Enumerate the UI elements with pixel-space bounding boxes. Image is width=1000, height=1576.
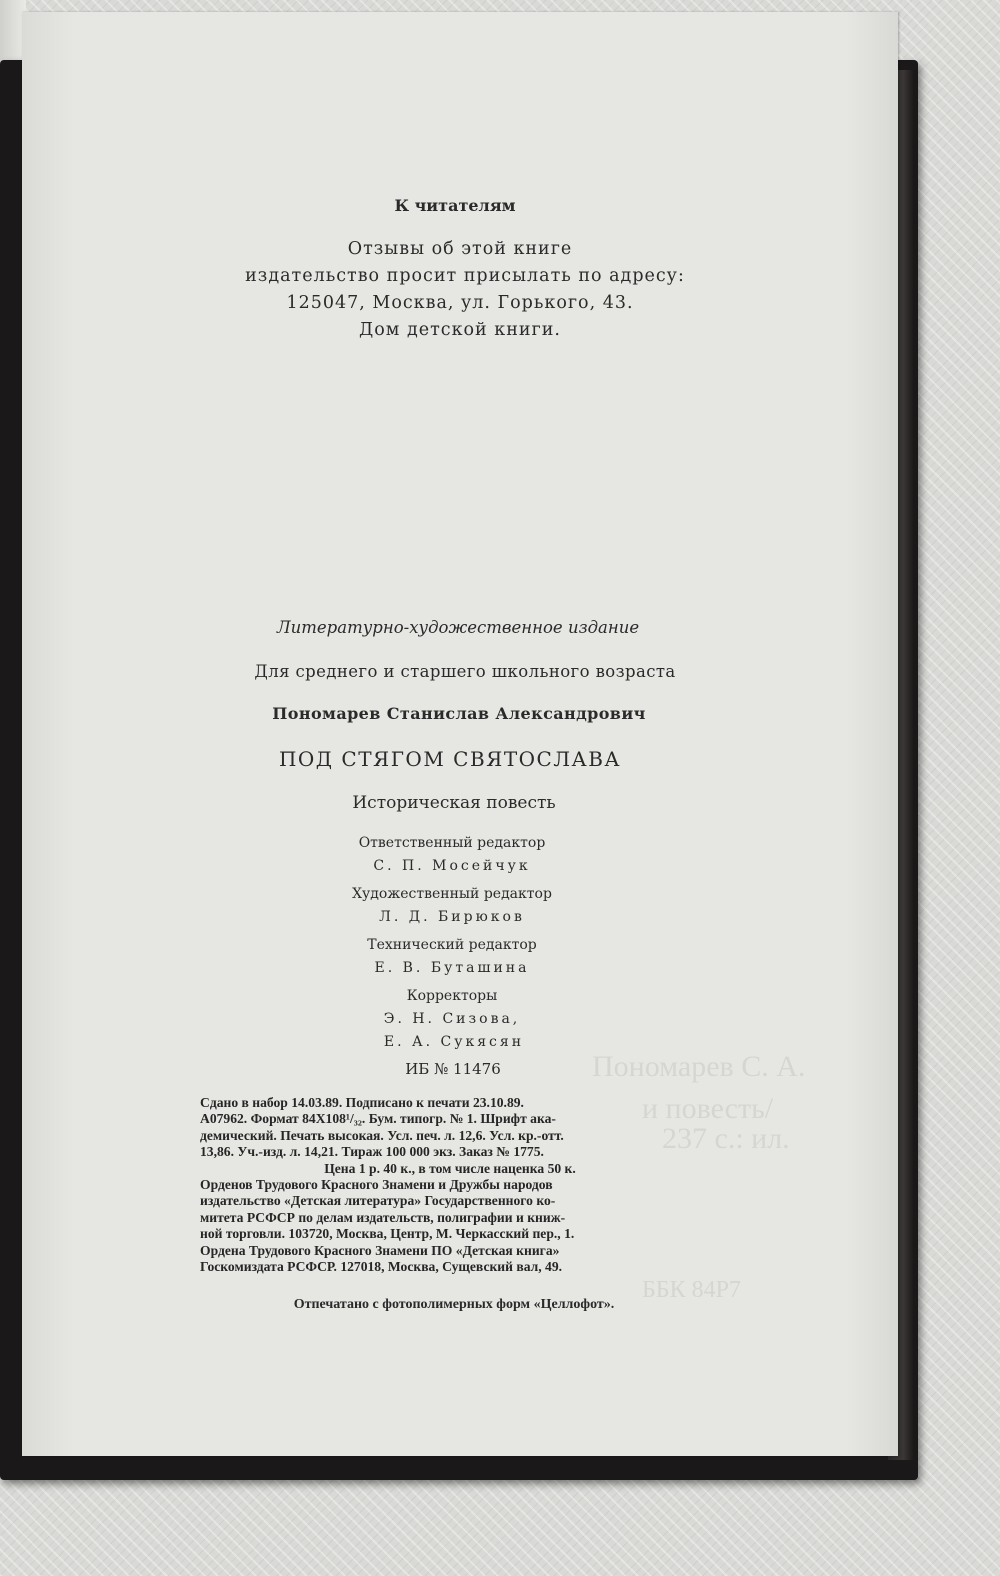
audience: Для среднего и старшего школьного возраста — [254, 662, 676, 681]
show-through-text: ББК 84Р7 — [642, 1277, 741, 1303]
readers-line: 125047, Москва, ул. Горького, 43. — [286, 293, 634, 313]
imprint-line: Госкомиздата РСФСР. 127018, Москва, Сущевский вал, 49. — [200, 1259, 563, 1275]
imprint-line: издательство «Детская литература» Государственного ко- — [200, 1193, 556, 1209]
credit-role: Ответственный редактор — [358, 835, 546, 851]
readers-notice — [22, 196, 898, 215]
show-through-text: Пономарев С. А. — [592, 1050, 806, 1083]
printed-note-block — [22, 1297, 898, 1313]
credit-name: Л. Д. Бирюков — [379, 909, 525, 925]
ib-number-block — [22, 1060, 898, 1078]
credit-name: Е. В. Буташина — [374, 960, 530, 976]
credit-role: Технический редактор — [367, 937, 537, 953]
genre: Историческая повесть — [352, 793, 556, 813]
credits — [22, 832, 898, 1054]
show-through-text: и повесть/ — [642, 1092, 774, 1125]
colophon-title — [22, 747, 898, 771]
edition-type: Литературно-художественное издание — [276, 618, 640, 637]
imprint — [200, 1095, 700, 1275]
credit-name: Э. Н. Сизова, — [383, 1011, 521, 1027]
imprint-line: митета РСФСР по делам издательств, полиграфии и книж- — [200, 1209, 566, 1225]
credit-role: Художественный редактор — [352, 886, 552, 902]
imprint-line: Цена 1 р. 40 к., в том числе наценка 50 к. — [324, 1160, 576, 1176]
imprint-line: Сдано в набор 14.03.89. Подписано к печати 23.10.89. — [200, 1095, 524, 1110]
imprint-line: демический. Печать высокая. Усл. печ. л. 12,6. Усл. кр.-отт. — [200, 1127, 564, 1143]
author: Пономарев Станислав Александрович — [272, 704, 646, 723]
colophon — [22, 618, 898, 637]
colophon-genre — [22, 793, 898, 813]
readers-heading: К читателям — [394, 196, 516, 215]
imprint-line: А07962. Формат 84Х108¹/₃₂. Бум. типогр. № 1. Шрифт ака- — [200, 1111, 556, 1127]
credit-role: Корректоры — [406, 988, 498, 1004]
readers-address — [22, 236, 898, 344]
imprint-line: 13,86. Уч.-изд. л. 14,21. Тираж 100 000 экз. Заказ № 1775. — [200, 1144, 544, 1160]
colophon-author — [22, 704, 898, 723]
printed-note: Отпечатано с фотополимерных форм «Целлофот». — [293, 1297, 615, 1312]
imprint-line: Орденов Трудового Красного Знамени и Дружбы народов — [200, 1177, 553, 1193]
credit-name: Е. А. Сукясян — [383, 1034, 525, 1050]
book-page — [22, 12, 898, 1456]
ib-number: ИБ № 11476 — [405, 1060, 501, 1078]
readers-line: Отзывы об этой книге — [347, 239, 573, 259]
book-title: ПОД СТЯГОМ СВЯТОСЛАВА — [278, 747, 622, 771]
show-through-text: 237 с.: ил. — [662, 1122, 790, 1155]
colophon-audience — [22, 662, 898, 681]
imprint-line: ной торговли. 103720, Москва, Центр, М. Черкасский пер., 1. — [200, 1226, 575, 1242]
readers-line: Дом детской книги. — [359, 320, 561, 340]
readers-line: издательство просит присылать по адресу: — [245, 266, 685, 286]
imprint-line: Ордена Трудового Красного Знамени ПО «Детская книга» — [200, 1242, 560, 1258]
credit-name: С. П. Мосейчук — [373, 858, 531, 874]
